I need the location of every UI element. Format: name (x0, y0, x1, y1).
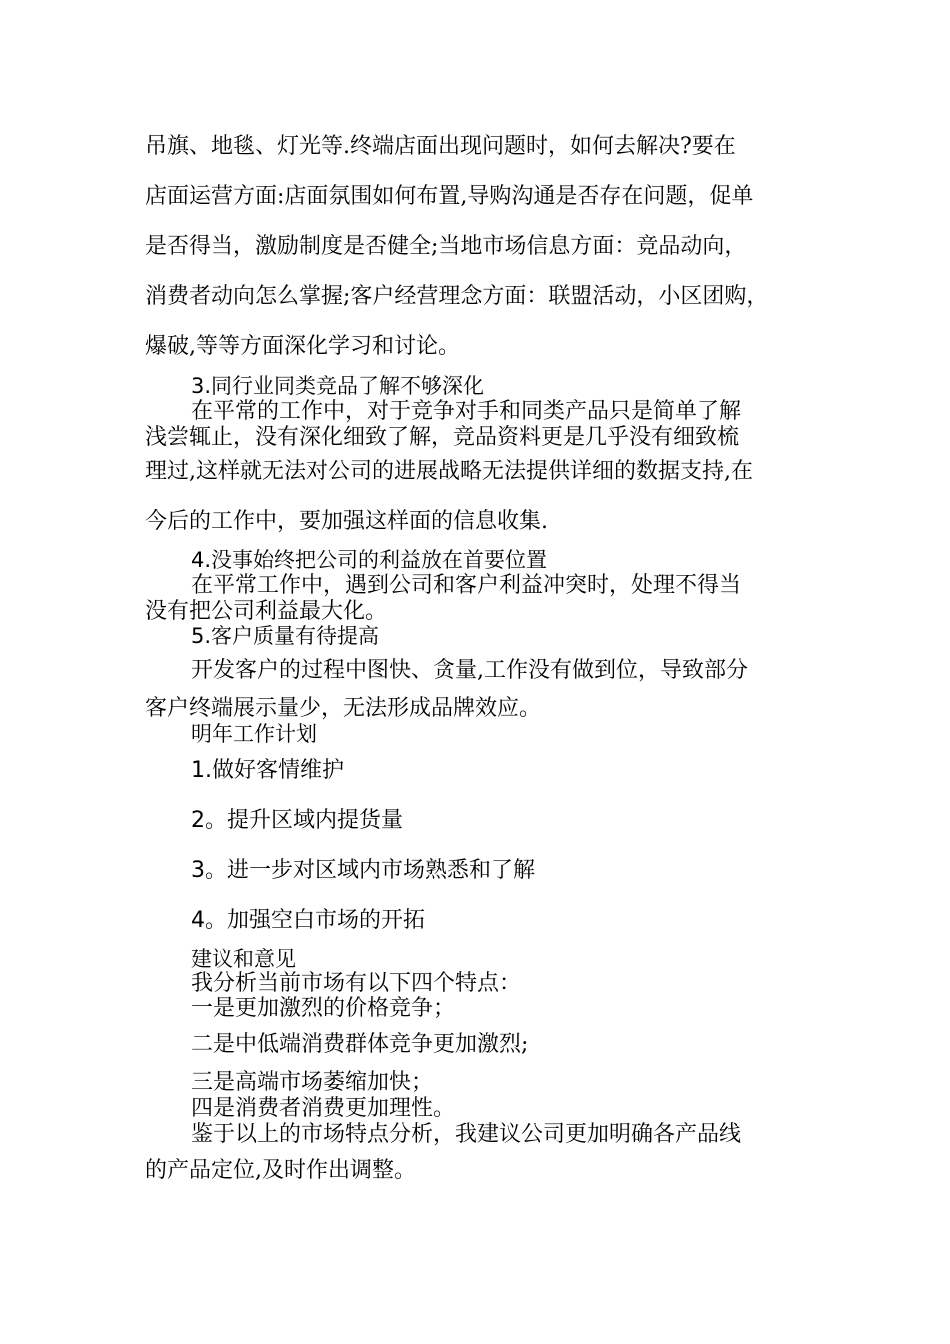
paragraph-line: 是否得当，激励制度是否健全;当地市场信息方面：竞品动向， (145, 234, 747, 259)
paragraph-line: 一是更加激烈的价格竞争； (191, 996, 456, 1021)
paragraph-line: 浅尝辄止，没有深化细致了解，竞品资料更是几乎没有细致梳 (145, 425, 740, 450)
paragraph-line: 没有把公司利益最大化。 (145, 599, 388, 624)
plan-list-item: 4。加强空白市场的开拓 (191, 908, 425, 933)
paragraph-line: 四是消费者消费更加理性。 (191, 1096, 456, 1121)
paragraph-line: 的产品定位,及时作出调整。 (145, 1158, 416, 1183)
section-heading: 5.客户质量有待提高 (191, 624, 380, 648)
paragraph-line: 开发客户的过程中图快、贪量,工作没有做到位，导致部分 (191, 658, 748, 683)
section-heading: 建议和意见 (191, 947, 296, 971)
paragraph-line: 三是高端市场萎缩加快； (191, 1070, 434, 1095)
paragraph-line: 二是中低端消费群体竞争更加激烈; (191, 1032, 529, 1057)
paragraph-line: 店面运营方面:店面氛围如何布置,导购沟通是否存在问题，促单 (145, 184, 754, 209)
plan-list-item: 1.做好客情维护 (191, 758, 344, 783)
paragraph-line: 爆破,等等方面深化学习和讨论。 (145, 334, 460, 359)
paragraph-line: 吊旗、地毯、灯光等.终端店面出现问题时，如何去解决?要在 (145, 134, 736, 159)
paragraph-line: 理过,这样就无法对公司的进展战略无法提供详细的数据支持,在 (145, 459, 753, 484)
section-heading: 3.同行业同类竞品了解不够深化 (191, 374, 485, 398)
paragraph-line: 今后的工作中，要加强这样面的信息收集. (145, 509, 548, 534)
section-heading: 4.没事始终把公司的利益放在首要位置 (191, 548, 548, 572)
plan-list-item: 3。进一步对区域内市场熟悉和了解 (191, 858, 535, 883)
paragraph-line: 客户终端展示量少，无法形成品牌效应。 (145, 696, 542, 721)
paragraph-line: 消费者动向怎么掌握;客户经营理念方面：联盟活动，小区团购， (145, 284, 769, 309)
paragraph-line: 在平常的工作中，对于竞争对手和同类产品只是简单了解 (191, 399, 742, 424)
paragraph-line: 鉴于以上的市场特点分析，我建议公司更加明确各产品线 (191, 1122, 742, 1147)
paragraph-line: 在平常工作中，遇到公司和客户利益冲突时，处理不得当 (191, 573, 742, 598)
plan-list-item: 2。提升区域内提货量 (191, 808, 403, 833)
section-heading: 明年工作计划 (191, 722, 317, 746)
paragraph-line: 我分析当前市场有以下四个特点： (191, 971, 522, 996)
